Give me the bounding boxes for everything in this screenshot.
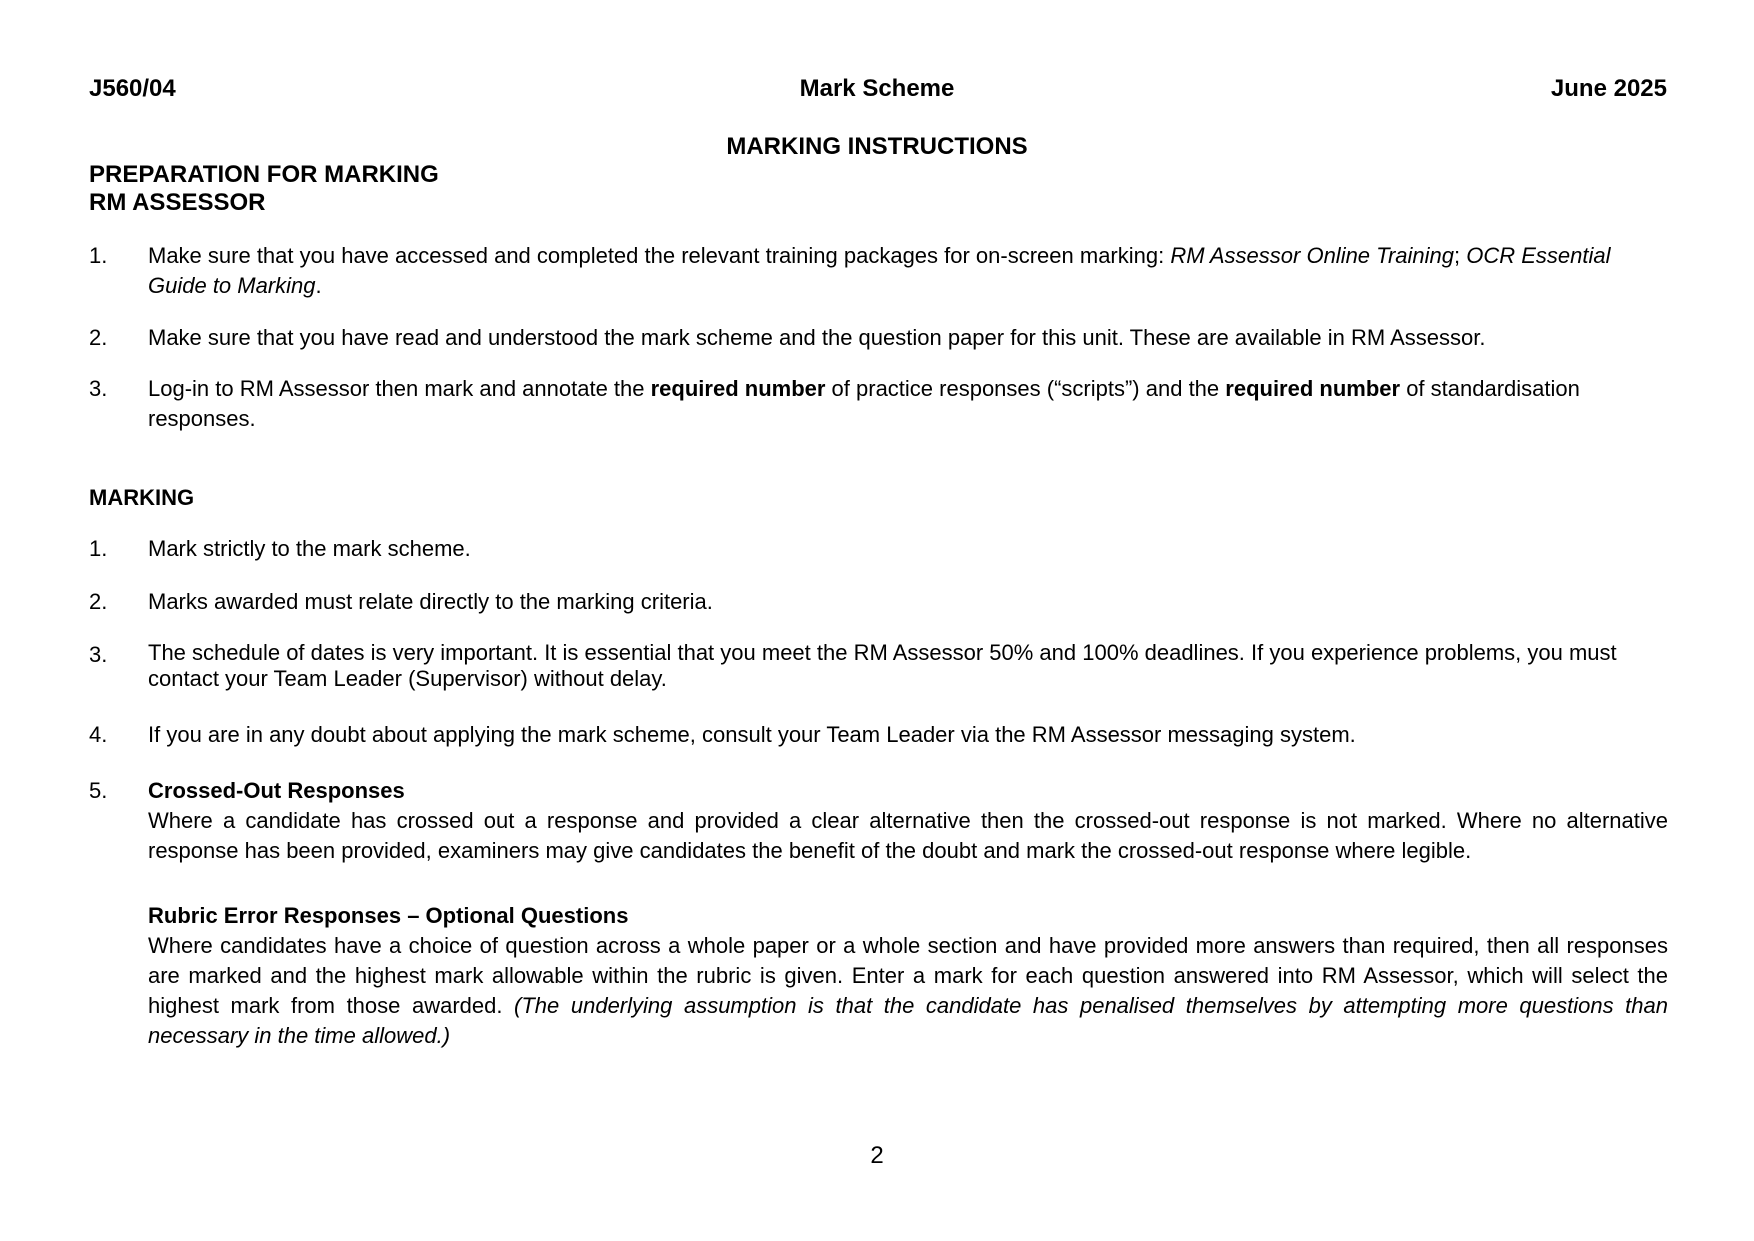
text-run: Where candidates have a choice of question across a whole paper or a whole section and have provided more answers than required, then all responses are marked and the highest mark allowable within the rubric is given. Enter a mark for each question answered into RM Assessor, which will select the highest mark from those awarded. xyxy=(148,933,1668,1018)
list-item-number: 3. xyxy=(89,376,108,401)
header-code: J560/04 xyxy=(89,75,176,102)
list-item-text xyxy=(148,374,1668,434)
list-item-number: 4. xyxy=(89,722,108,747)
list-item-number: 5. xyxy=(89,778,108,803)
section-heading-rm-assessor: RM ASSESSOR xyxy=(89,189,266,216)
text-run-italic: OCR Essential Guide to Marking xyxy=(148,243,1611,298)
list-item-text xyxy=(148,241,1668,301)
text-run: of practice responses (“scripts”) and the xyxy=(825,376,1226,401)
list-item-text: The schedule of dates is very important. It is essential that you meet the RM Assessor 50% and 100% deadlines. If you experience problems, you must contact your Team Leader (Supervisor) without delay. xyxy=(148,640,1617,691)
paragraph-crossed-out: Where a candidate has crossed out a response and provided a clear alternative then the crossed-out response is not marked. Where no alternative response has been provided, examiners may give candidates the benefit of the doubt and mark the crossed-out response where legible. xyxy=(148,808,1668,863)
list-item-number: 1. xyxy=(89,536,108,561)
list-item-number: 2. xyxy=(89,589,108,614)
list-item-number: 2. xyxy=(89,325,108,350)
text-run-italic: RM Assessor Online Training xyxy=(1170,243,1455,268)
text-run: Make sure that you have accessed and completed the relevant training packages for on-screen marking: xyxy=(148,243,1171,268)
text-run-italic: (The underlying assumption is that the candidate has penalised themselves by attempting more questions than necessary in the time allowed.) xyxy=(148,993,1668,1048)
list-item-text: Marks awarded must relate directly to the marking criteria. xyxy=(148,589,713,614)
text-run-bold: required number xyxy=(650,376,826,401)
section-heading-marking: MARKING xyxy=(89,485,195,510)
subheading-rubric-error: Rubric Error Responses – Optional Questions xyxy=(148,903,629,928)
page-number: 2 xyxy=(870,1142,884,1169)
list-item-text: Make sure that you have read and understood the mark scheme and the question paper for this unit. These are available in RM Assessor. xyxy=(148,325,1486,350)
page-title: MARKING INSTRUCTIONS xyxy=(726,133,1028,160)
subheading-crossed-out: Crossed-Out Responses xyxy=(148,778,405,803)
paragraph-rubric-error xyxy=(148,931,1668,1051)
list-item-number: 3. xyxy=(89,642,108,667)
list-item-number: 1. xyxy=(89,243,108,268)
text-run: Log-in to RM Assessor then mark and annotate the xyxy=(148,376,651,401)
text-run: ; xyxy=(1454,243,1467,268)
header-date: June 2025 xyxy=(1550,75,1667,102)
text-run: of standardisation responses. xyxy=(148,376,1580,431)
text-run: . xyxy=(315,273,322,298)
header-title: Mark Scheme xyxy=(799,75,955,102)
list-item-text: If you are in any doubt about applying the mark scheme, consult your Team Leader via the RM Assessor messaging system. xyxy=(148,722,1356,747)
list-item-text: Mark strictly to the mark scheme. xyxy=(148,536,471,561)
section-heading-preparation: PREPARATION FOR MARKING xyxy=(89,161,439,188)
text-run-bold: required number xyxy=(1225,376,1401,401)
